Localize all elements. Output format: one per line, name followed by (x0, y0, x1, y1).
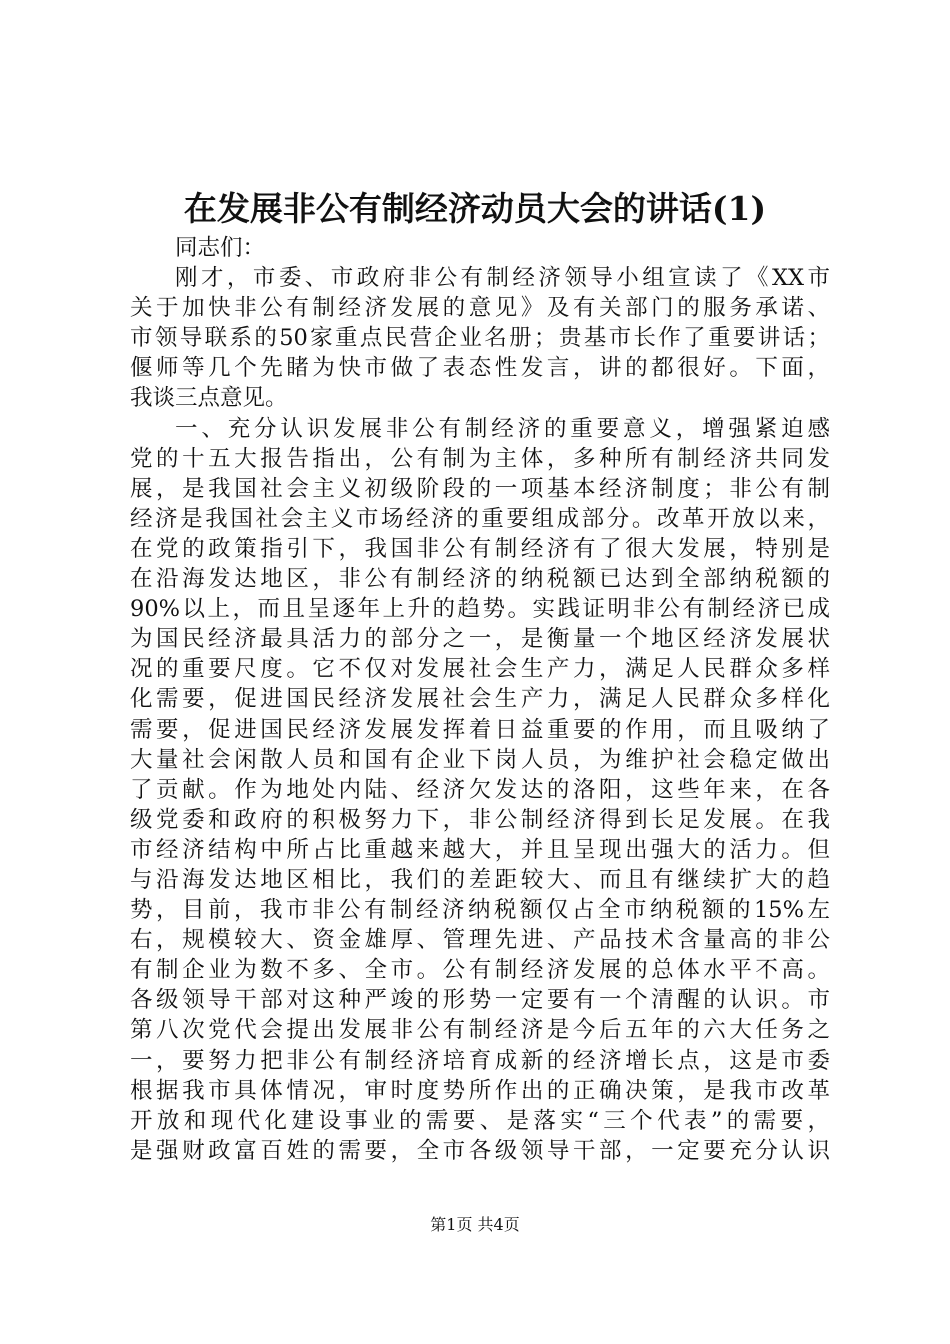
document-title: 在发展非公有制经济动员大会的讲话(1) (183, 189, 767, 228)
text-line: 大量社会闲散人员和国有企业下岗人员，为维护社会稳定做出 (130, 746, 830, 773)
text-line: 各级领导干部对这种严竣的形势一定要有一个清醒的认识。市 (130, 987, 830, 1014)
text-line: 势，目前，我市非公有制经济纳税额仅占全市纳税额的15%左 (130, 897, 830, 924)
text-line: 第八次党代会提出发展非公有制经济是今后五年的六大任务之 (130, 1017, 830, 1044)
text-line: 开放和现代化建设事业的需要、是落实“三个代表”的需要， (130, 1107, 830, 1134)
text-line: 我谈三点意见。 (130, 385, 288, 412)
page-number-footer: 第1页 共4页 (430, 1215, 520, 1234)
document-body (130, 233, 830, 1166)
text-line: 党的十五大报告指出，公有制为主体，多种所有制经济共同发 (130, 445, 830, 472)
text-line: 关于加快非公有制经济发展的意见》及有关部门的服务承诺、 (130, 295, 830, 322)
text-line: 90%以上，而且呈逐年上升的趋势。实践证明非公有制经济已成 (130, 596, 830, 623)
text-line: 偃师等几个先睹为快市做了表态性发言，讲的都很好。下面， (130, 355, 830, 382)
text-line: 刚才，市委、市政府非公有制经济领导小组宣读了《XX市 (175, 265, 830, 292)
text-line: 级党委和政府的积极努力下，非公制经济得到长足发展。在我 (130, 806, 830, 833)
text-line: 市经济结构中所占比重越来越大，并且呈现出强大的活力。但 (130, 836, 830, 863)
text-line: 为国民经济最具活力的部分之一，是衡量一个地区经济发展状 (130, 626, 830, 653)
text-line: 与沿海发达地区相比，我们的差距较大、而且有继续扩大的趋 (130, 866, 830, 893)
salutation: 同志们： (175, 235, 266, 261)
text-line: 需要，促进国民经济发展发挥着日益重要的作用，而且吸纳了 (130, 716, 830, 743)
text-line: 一、充分认识发展非公有制经济的重要意义，增强紧迫感 (175, 415, 830, 442)
text-line: 化需要，促进国民经济发展社会生产力，满足人民群众多样化 (130, 686, 830, 713)
text-line: 是强财政富百姓的需要，全市各级领导干部，一定要充分认识 (130, 1137, 830, 1164)
text-line: 在沿海发达地区，非公有制经济的纳税额已达到全部纳税额的 (130, 566, 830, 593)
text-line: 有制企业为数不多、全市。公有制经济发展的总体水平不高。 (130, 957, 830, 984)
text-line: 况的重要尺度。它不仅对发展社会生产力，满足人民群众多样 (130, 656, 830, 683)
text-line: 一，要努力把非公有制经济培育成新的经济增长点，这是市委 (130, 1047, 830, 1074)
text-line: 在党的政策指引下，我国非公有制经济有了很大发展，特别是 (130, 535, 830, 562)
text-line: 经济是我国社会主义市场经济的重要组成部分。改革开放以来， (130, 505, 830, 532)
text-line: 展，是我国社会主义初级阶段的一项基本经济制度；非公有制 (130, 475, 830, 502)
paragraph-1 (130, 263, 830, 413)
paragraph-2 (130, 414, 830, 1166)
text-line: 根据我市具体情况，审时度势所作出的正确决策，是我市改革 (130, 1077, 830, 1104)
text-line: 右，规模较大、资金雄厚、管理先进、产品技术含量高的非公 (130, 927, 830, 954)
text-line: 市领导联系的50家重点民营企业名册；贵基市长作了重要讲话； (130, 325, 830, 352)
text-line: 了贡献。作为地处内陆、经济欠发达的洛阳，这些年来，在各 (130, 776, 830, 803)
